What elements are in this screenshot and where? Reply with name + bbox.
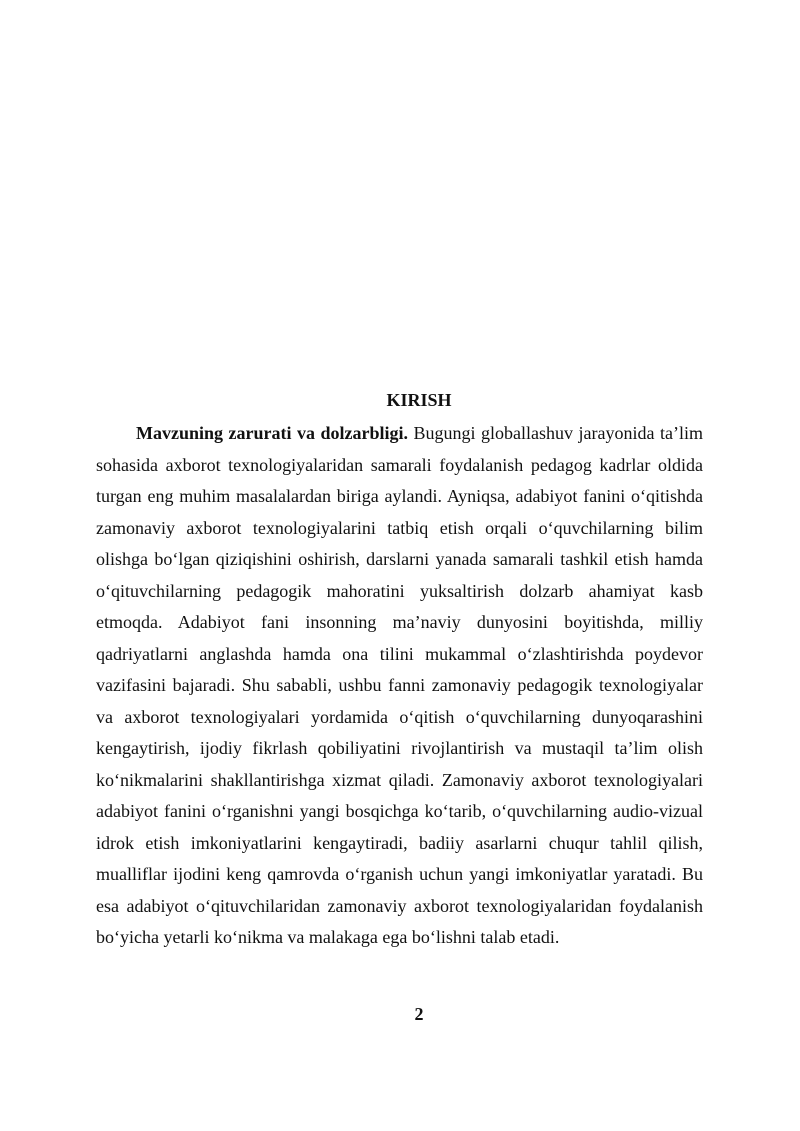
body-paragraph	[96, 418, 703, 954]
paragraph-lead: Mavzuning zarurati va dolzarbligi.	[136, 423, 409, 443]
page-number: 2	[414, 1004, 424, 1024]
paragraph-text: Bugungi globallashuv jarayonida ta’lim sohasida axborot texnologiyalaridan samarali foydalanish pedagog kadrlar oldida turgan eng muhim masalalardan biriga aylandi. Ayniqsa, adabiyot fanini o‘qitishda zamonaviy axborot texnologiyalarini tatbiq etish orqali o‘quvchilarning bilim olishga bo‘lgan qiziqishini oshirish, darslarni yanada samarali tashkil etish hamda o‘qituvchilarning pedagogik mahoratini yuksaltirish dolzarb ahamiyat kasb etmoqda. Adabiyot fani insonning ma’naviy dunyosini boyitishda, milliy qadriyatlarni anglashda hamda ona tilini mukammal o‘zlashtirishda poydevor vazifasini bajaradi. Shu sababli, ushbu fanni zamonaviy pedagogik texnologiyalar va axborot texnologiyalari yordamida o‘qitish o‘quvchilarning dunyoqarashini kengaytirish, ijodiy fikrlash qobiliyatini rivojlantirish va mustaqil ta’lim olish ko‘nikmalarini shakllantirishga xizmat qiladi. Zamonaviy axborot texnologiyalari adabiyot fanini o‘rganishni yangi bosqichga ko‘tarib, o‘quvchilarning audio-vizual idrok etish imkoniyatlarini kengaytiradi, badiiy asarlarni chuqur tahlil qilish, mualliflar ijodini keng qamrovda o‘rganish uchun yangi imkoniyatlar yaratadi. Bu esa adabiyot o‘qituvchilaridan zamonaviy axborot texnologiyalaridan foydalanish bo‘yicha yetarli ko‘nikma va malakaga ega bo‘lishni talab etadi.	[96, 423, 703, 947]
section-heading: KIRISH	[386, 390, 452, 410]
